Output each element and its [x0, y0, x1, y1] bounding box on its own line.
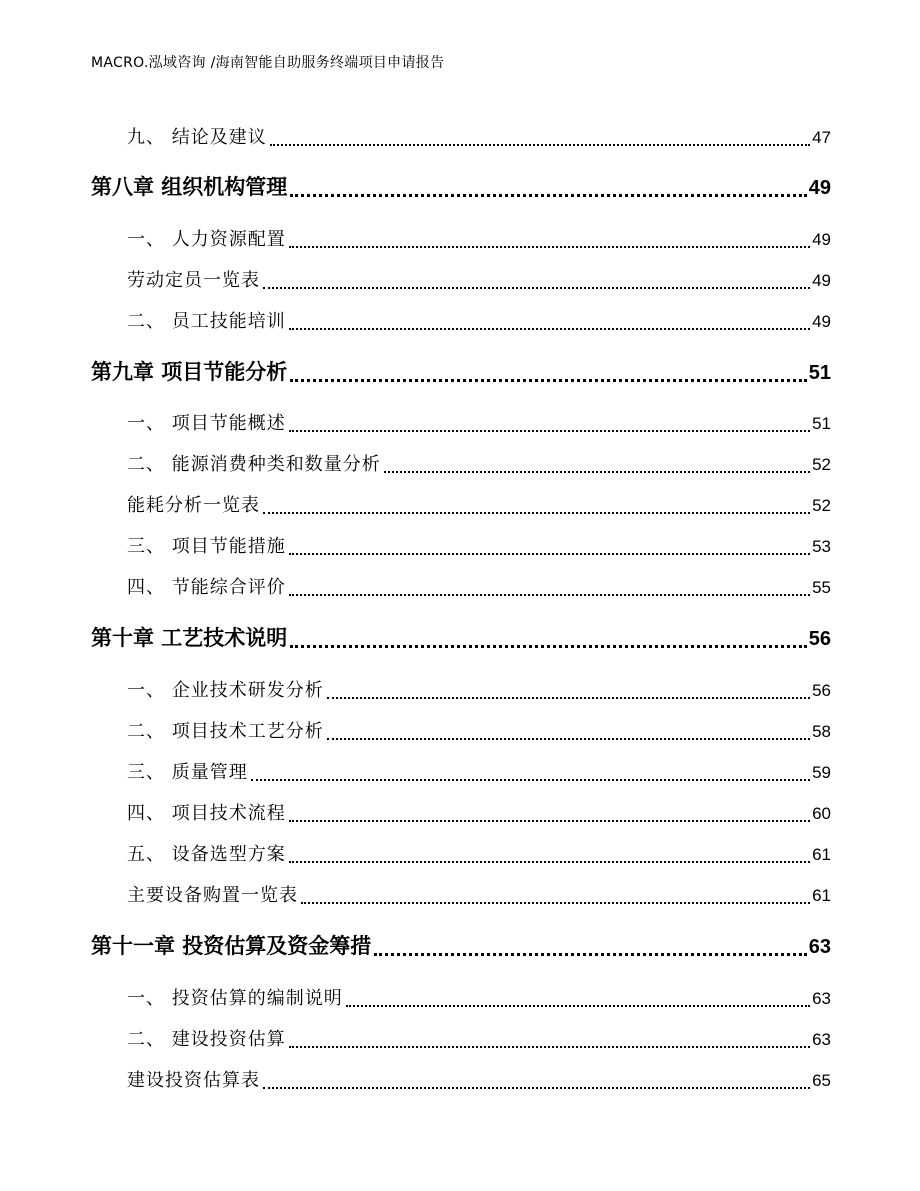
dot-leader: [289, 840, 810, 866]
dot-leader: [301, 881, 810, 907]
toc-entry-title: 二、 项目技术工艺分析: [127, 721, 324, 742]
toc-entry-section[interactable]: [127, 1066, 831, 1092]
toc-entry-page: 52: [812, 496, 831, 515]
toc-entry-page: 51: [808, 362, 831, 384]
toc-entry-page: 52: [812, 455, 831, 474]
toc-entry-page: 49: [812, 271, 831, 290]
dot-leader: [263, 266, 810, 292]
toc-entry-section[interactable]: [127, 123, 831, 149]
toc-entry-title: 劳动定员一览表: [127, 270, 260, 291]
toc-entry-section[interactable]: [127, 984, 831, 1010]
toc-entry-title: 九、 结论及建议: [127, 127, 267, 148]
dot-leader: [251, 758, 810, 784]
toc-entry-page: 49: [808, 177, 831, 199]
dot-leader: [270, 123, 810, 149]
dot-leader: [290, 171, 806, 201]
toc-entry-page: 53: [812, 537, 831, 556]
toc-entry-title: 四、 节能综合评价: [127, 577, 286, 598]
toc-entry-page: 63: [808, 936, 831, 958]
toc-entry-title: 第九章 项目节能分析: [91, 360, 288, 384]
toc-entry-page: 58: [812, 722, 831, 741]
dot-leader: [289, 225, 810, 251]
toc-entry-title: 一、 投资估算的编制说明: [127, 988, 343, 1009]
toc-entry-section[interactable]: [127, 225, 831, 251]
toc-entry-page: 47: [812, 128, 831, 147]
toc-entry-chapter[interactable]: [91, 171, 831, 201]
dot-leader: [289, 532, 810, 558]
toc-entry-title: 第十一章 投资估算及资金筹措: [91, 934, 372, 958]
document-header: MACRO.泓域咨询 /海南智能自助服务终端项目申请报告: [91, 55, 445, 71]
toc-entry-title: 二、 建设投资估算: [127, 1029, 286, 1050]
toc-entry-title: 建设投资估算表: [127, 1070, 260, 1091]
toc-entry-section[interactable]: [127, 491, 831, 517]
toc-entry-title: 二、 员工技能培训: [127, 311, 286, 332]
toc-entry-title: 一、 企业技术研发分析: [127, 680, 324, 701]
toc-entry-page: 49: [812, 312, 831, 331]
dot-leader: [289, 307, 810, 333]
toc-entry-section[interactable]: [127, 532, 831, 558]
toc-entry-section[interactable]: [127, 799, 831, 825]
toc-entry-title: 四、 项目技术流程: [127, 803, 286, 824]
toc-entry-page: 60: [812, 804, 831, 823]
toc-entry-section[interactable]: [127, 409, 831, 435]
dot-leader: [289, 409, 810, 435]
toc-entry-page: 56: [812, 681, 831, 700]
dot-leader: [327, 717, 810, 743]
toc-entry-section[interactable]: [127, 307, 831, 333]
toc-entry-title: 一、 项目节能概述: [127, 413, 286, 434]
toc-entry-title: 主要设备购置一览表: [127, 885, 298, 906]
dot-leader: [290, 356, 806, 386]
toc-entry-title: 能耗分析一览表: [127, 495, 260, 516]
toc-entry-section[interactable]: [127, 573, 831, 599]
dot-leader: [289, 799, 810, 825]
toc-entry-page: 65: [812, 1071, 831, 1090]
toc-entry-page: 59: [812, 763, 831, 782]
toc-entry-chapter[interactable]: [91, 356, 831, 386]
dot-leader: [346, 984, 810, 1010]
toc-entry-title: 第八章 组织机构管理: [91, 175, 288, 199]
toc-entry-title: 二、 能源消费种类和数量分析: [127, 454, 381, 475]
toc-entry-page: 61: [812, 845, 831, 864]
toc-entry-section[interactable]: [127, 881, 831, 907]
toc-entry-title: 第十章 工艺技术说明: [91, 626, 288, 650]
toc-entry-section[interactable]: [127, 676, 831, 702]
dot-leader: [384, 450, 810, 476]
toc-entry-page: 51: [812, 414, 831, 433]
toc-entry-page: 56: [808, 628, 831, 650]
toc-entry-page: 49: [812, 230, 831, 249]
toc-entry-chapter[interactable]: [91, 930, 831, 960]
toc-entry-page: 61: [812, 886, 831, 905]
toc-entry-title: 五、 设备选型方案: [127, 844, 286, 865]
toc-entry-title: 一、 人力资源配置: [127, 229, 286, 250]
toc-entry-title: 三、 项目节能措施: [127, 536, 286, 557]
dot-leader: [327, 676, 810, 702]
dot-leader: [289, 573, 810, 599]
toc-entry-section[interactable]: [127, 717, 831, 743]
dot-leader: [290, 622, 806, 652]
dot-leader: [374, 930, 806, 960]
dot-leader: [289, 1025, 810, 1051]
toc-entry-section[interactable]: [127, 266, 831, 292]
toc-entry-title: 三、 质量管理: [127, 762, 248, 783]
toc-entry-page: 63: [812, 1030, 831, 1049]
dot-leader: [263, 1066, 810, 1092]
toc-entry-section[interactable]: [127, 758, 831, 784]
dot-leader: [263, 491, 810, 517]
toc-entry-page: 55: [812, 578, 831, 597]
toc-entry-section[interactable]: [127, 1025, 831, 1051]
toc-entry-page: 63: [812, 989, 831, 1008]
toc-entry-section[interactable]: [127, 840, 831, 866]
toc-entry-chapter[interactable]: [91, 622, 831, 652]
toc-entry-section[interactable]: [127, 450, 831, 476]
